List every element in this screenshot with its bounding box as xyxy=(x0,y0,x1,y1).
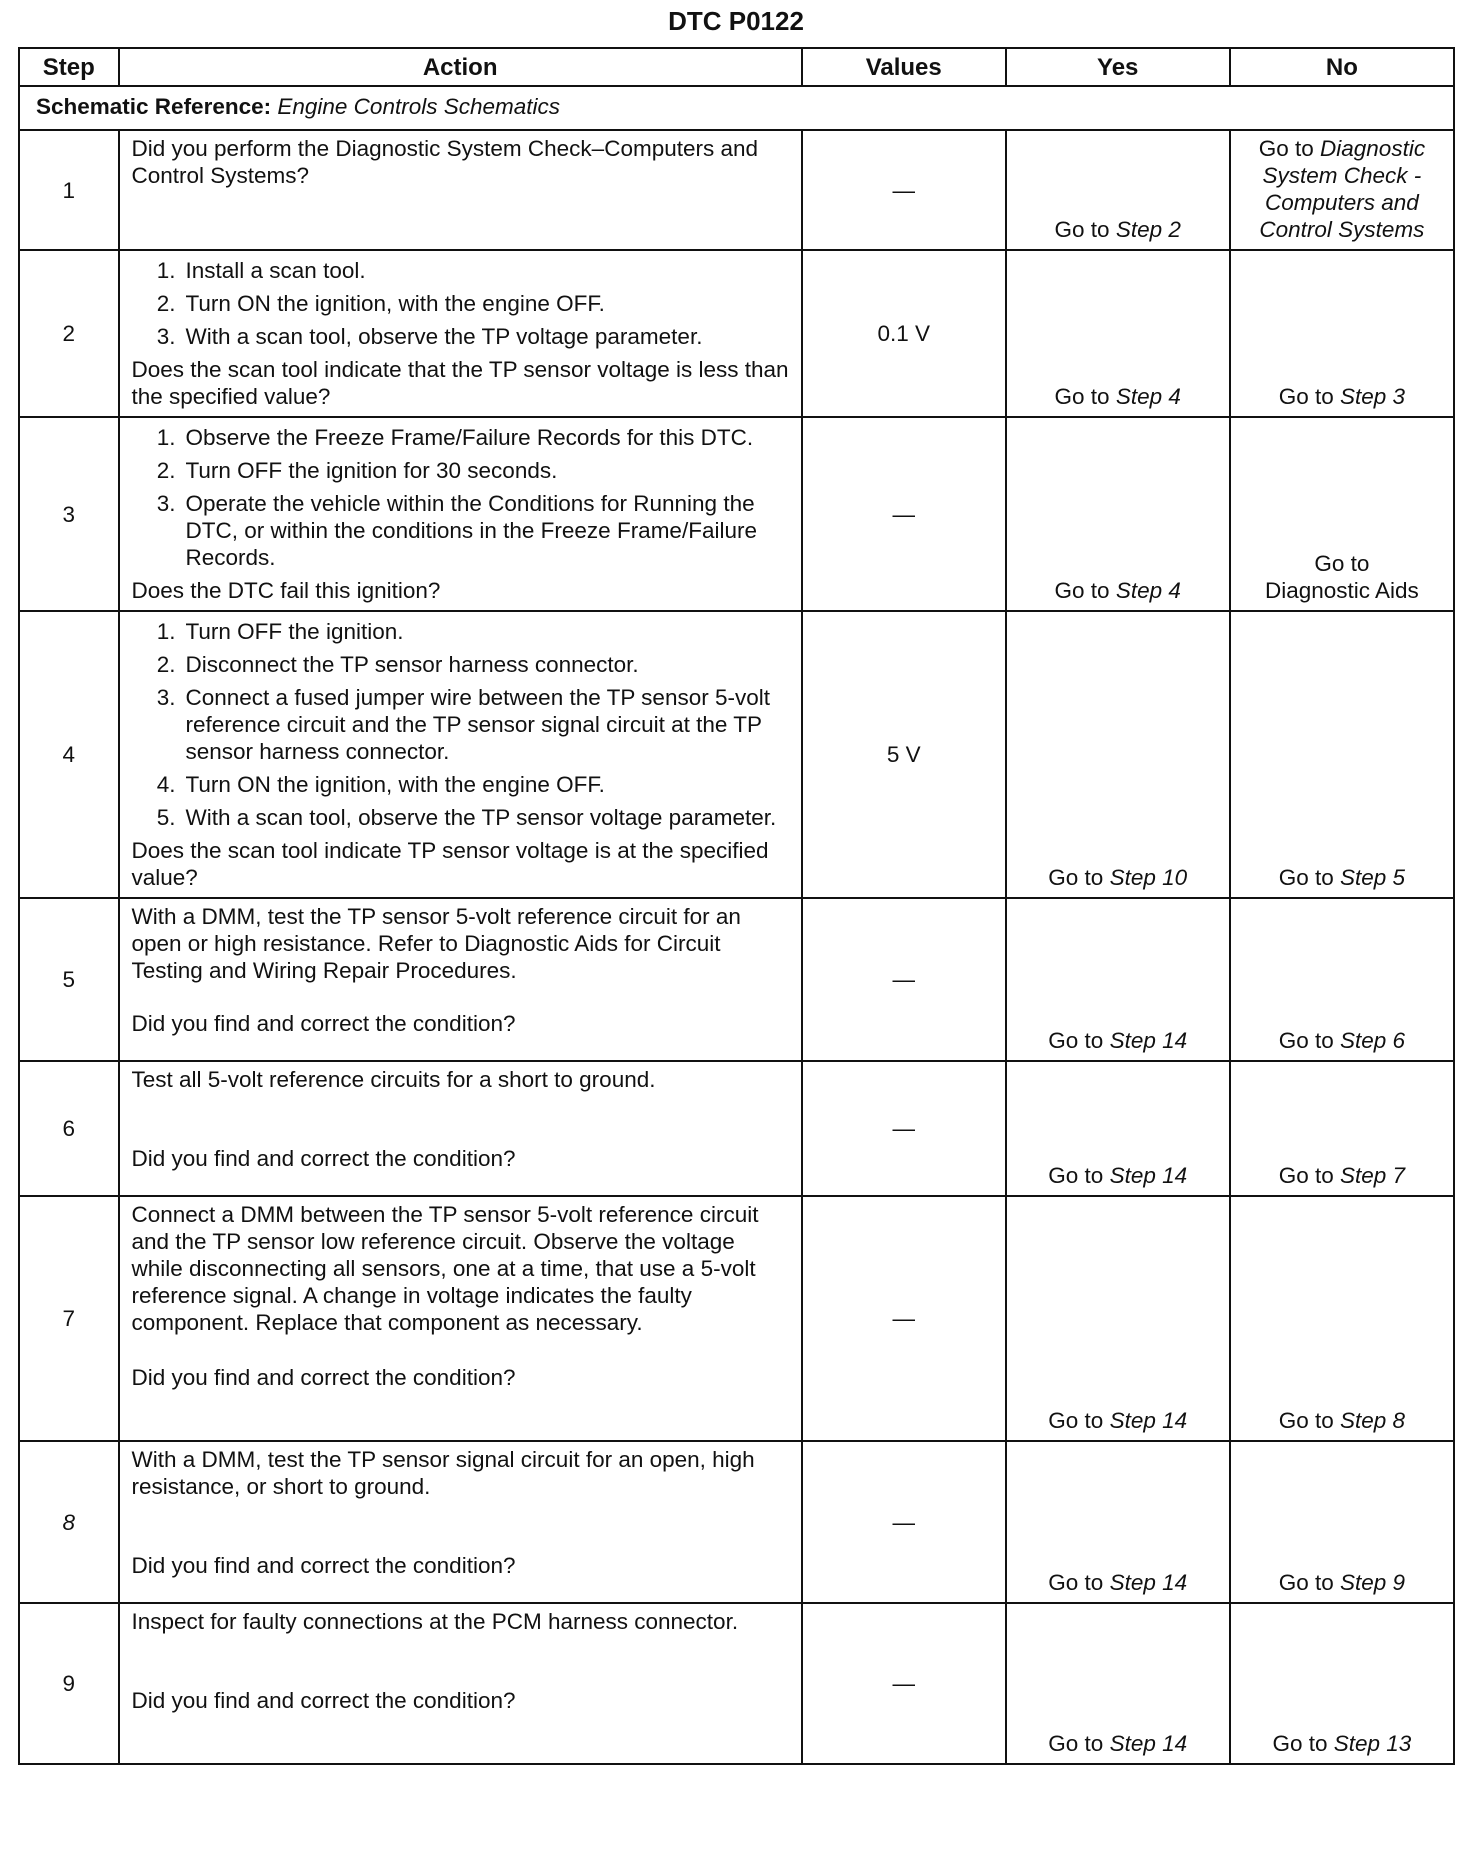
yes-cell xyxy=(1006,417,1230,611)
no-cell xyxy=(1230,1061,1454,1196)
action-text: With a DMM, test the TP sensor signal circuit for an open, high resistance, or short to ground. xyxy=(131,1447,755,1499)
value-cell: 0.1 V xyxy=(802,250,1006,417)
value-cell: — xyxy=(802,130,1006,250)
go-to-label: Go to xyxy=(1314,551,1370,576)
no-step-link: Step 13 xyxy=(1333,1731,1412,1756)
no-cell xyxy=(1230,130,1454,250)
go-to-label: Go to xyxy=(1054,217,1110,242)
header-row xyxy=(19,48,1454,86)
page-title: DTC P0122 xyxy=(668,6,804,36)
table-row xyxy=(19,250,1454,417)
go-to-label: Go to xyxy=(1278,1028,1334,1053)
action-item: 4. Turn ON the ignition, with the engine OFF. xyxy=(156,772,605,797)
no-step-link: Step 7 xyxy=(1340,1163,1406,1188)
yes-cell xyxy=(1006,250,1230,417)
action-cell xyxy=(119,1441,802,1603)
yes-step-link: Step 14 xyxy=(1109,1570,1188,1595)
step-number: 7 xyxy=(19,1196,119,1441)
no-step-link: Step 6 xyxy=(1340,1028,1406,1053)
go-to-label: Go to xyxy=(1258,136,1314,161)
table-row xyxy=(19,130,1454,250)
action-question: Does the scan tool indicate TP sensor voltage is at the specified value? xyxy=(131,838,769,890)
action-text: Inspect for faulty connections at the PCM harness connector. xyxy=(131,1609,739,1634)
go-to-label: Go to xyxy=(1278,865,1334,890)
yes-step-link: Step 10 xyxy=(1109,865,1188,890)
go-to-label: Go to xyxy=(1048,1163,1104,1188)
action-cell xyxy=(119,898,802,1061)
go-to-label: Go to xyxy=(1054,384,1110,409)
no-cell xyxy=(1230,1441,1454,1603)
no-step-link: Step 3 xyxy=(1340,384,1406,409)
step-number: 4 xyxy=(19,611,119,898)
action-cell xyxy=(119,417,802,611)
action-item: 1. Turn OFF the ignition. xyxy=(156,619,404,644)
yes-step-link: Step 4 xyxy=(1115,578,1181,603)
value-cell: — xyxy=(802,417,1006,611)
action-item: 2. Disconnect the TP sensor harness connector. xyxy=(156,652,639,677)
value-cell: — xyxy=(802,1441,1006,1603)
yes-step-link: Step 2 xyxy=(1115,217,1181,242)
header-step: Step xyxy=(19,48,119,86)
action-item: 3. Connect a fused jumper wire between the TP sensor 5-volt reference circuit and the TP sensor signal circuit at the TP sensor harness connector. xyxy=(156,685,770,764)
action-question: Did you perform the Diagnostic System Check–Computers and Control Systems? xyxy=(131,136,759,188)
no-cell xyxy=(1230,250,1454,417)
yes-cell xyxy=(1006,1603,1230,1764)
go-to-label: Go to xyxy=(1272,1731,1328,1756)
no-step-link: Step 9 xyxy=(1340,1570,1406,1595)
action-question: Did you find and correct the condition? xyxy=(131,1365,516,1390)
go-to-label: Go to xyxy=(1054,578,1110,603)
action-cell xyxy=(119,250,802,417)
yes-step-link: Step 14 xyxy=(1109,1408,1188,1433)
table-row xyxy=(19,611,1454,898)
schematic-reference-row xyxy=(19,86,1454,130)
action-question: Does the DTC fail this ignition? xyxy=(131,578,441,603)
action-cell xyxy=(119,1196,802,1441)
action-text: Test all 5-volt reference circuits for a short to ground. xyxy=(131,1067,656,1092)
no-cell xyxy=(1230,1196,1454,1441)
value-cell: — xyxy=(802,1196,1006,1441)
yes-cell xyxy=(1006,1196,1230,1441)
step-number: 3 xyxy=(19,417,119,611)
action-item: 2. Turn ON the ignition, with the engine OFF. xyxy=(156,291,605,316)
action-cell xyxy=(119,1603,802,1764)
action-cell xyxy=(119,1061,802,1196)
schematic-value: Engine Controls Schematics xyxy=(277,94,561,119)
action-item: 3. Operate the vehicle within the Conditions for Running the DTC, or within the conditions in the Freeze Frame/Failure Records. xyxy=(156,491,757,570)
action-item: 1. Install a scan tool. xyxy=(156,258,366,283)
step-number: 9 xyxy=(19,1603,119,1764)
header-yes: Yes xyxy=(1006,48,1230,86)
go-to-label: Go to xyxy=(1278,1163,1334,1188)
action-question: Did you find and correct the condition? xyxy=(131,1011,516,1036)
go-to-label: Go to xyxy=(1278,1570,1334,1595)
step-number: 2 xyxy=(19,250,119,417)
value-cell: — xyxy=(802,1061,1006,1196)
action-question: Did you find and correct the condition? xyxy=(131,1553,516,1578)
yes-cell xyxy=(1006,611,1230,898)
step-number: 1 xyxy=(19,130,119,250)
header-action: Action xyxy=(119,48,802,86)
yes-cell xyxy=(1006,1061,1230,1196)
action-item: 5. With a scan tool, observe the TP sensor voltage parameter. xyxy=(156,805,777,830)
value-cell: — xyxy=(802,898,1006,1061)
action-text: Connect a DMM between the TP sensor 5-volt reference circuit and the TP sensor low reference circuit. Observe the voltage while disconnecting all sensors, one at a time, that use a 5-volt reference signal. A change in voltage indicates the faulty component. Replace that component as necessary. xyxy=(131,1202,759,1335)
yes-step-link: Step 14 xyxy=(1109,1028,1188,1053)
no-cell xyxy=(1230,1603,1454,1764)
step-number: 8 xyxy=(19,1441,119,1603)
action-question: Does the scan tool indicate that the TP sensor voltage is less than the specified value? xyxy=(131,357,789,409)
no-target-link: Diagnostic System Check - Computers and Control Systems xyxy=(1259,136,1426,242)
table-row xyxy=(19,1603,1454,1764)
action-cell xyxy=(119,611,802,898)
action-item: 2. Turn OFF the ignition for 30 seconds. xyxy=(156,458,558,483)
table-row xyxy=(19,1061,1454,1196)
schematic-reference xyxy=(19,86,1454,130)
table-row xyxy=(19,1196,1454,1441)
step-number: 5 xyxy=(19,898,119,1061)
schematic-label: Schematic Reference: xyxy=(36,94,272,119)
diagnostic-table xyxy=(18,47,1455,1765)
go-to-label: Go to xyxy=(1278,1408,1334,1433)
no-cell xyxy=(1230,611,1454,898)
no-cell xyxy=(1230,898,1454,1061)
header-values: Values xyxy=(802,48,1006,86)
yes-step-link: Step 14 xyxy=(1109,1731,1188,1756)
action-text: With a DMM, test the TP sensor 5-volt reference circuit for an open or high resistance. Refer to Diagnostic Aids for Circuit Testing and Wiring Repair Procedures. xyxy=(131,904,741,983)
yes-step-link: Step 4 xyxy=(1115,384,1181,409)
no-step-link: Step 5 xyxy=(1340,865,1406,890)
action-question: Did you find and correct the condition? xyxy=(131,1146,516,1171)
action-item: 3. With a scan tool, observe the TP voltage parameter. xyxy=(156,324,703,349)
table-row xyxy=(19,1441,1454,1603)
yes-cell xyxy=(1006,130,1230,250)
go-to-label: Go to xyxy=(1048,1028,1104,1053)
go-to-label: Go to xyxy=(1048,1570,1104,1595)
action-item: 1. Observe the Freeze Frame/Failure Records for this DTC. xyxy=(156,425,754,450)
no-step-link: Step 8 xyxy=(1340,1408,1406,1433)
yes-cell xyxy=(1006,1441,1230,1603)
header-no: No xyxy=(1230,48,1454,86)
go-to-label: Go to xyxy=(1278,384,1334,409)
value-cell: — xyxy=(802,1603,1006,1764)
go-to-label: Go to xyxy=(1048,1408,1104,1433)
no-target-link: Diagnostic Aids xyxy=(1264,578,1419,603)
table-row xyxy=(19,898,1454,1061)
value-cell: 5 V xyxy=(802,611,1006,898)
yes-cell xyxy=(1006,898,1230,1061)
action-cell xyxy=(119,130,802,250)
step-number: 6 xyxy=(19,1061,119,1196)
yes-step-link: Step 14 xyxy=(1109,1163,1188,1188)
no-cell xyxy=(1230,417,1454,611)
go-to-label: Go to xyxy=(1048,1731,1104,1756)
table-row xyxy=(19,417,1454,611)
action-question: Did you find and correct the condition? xyxy=(131,1688,516,1713)
go-to-label: Go to xyxy=(1048,865,1104,890)
